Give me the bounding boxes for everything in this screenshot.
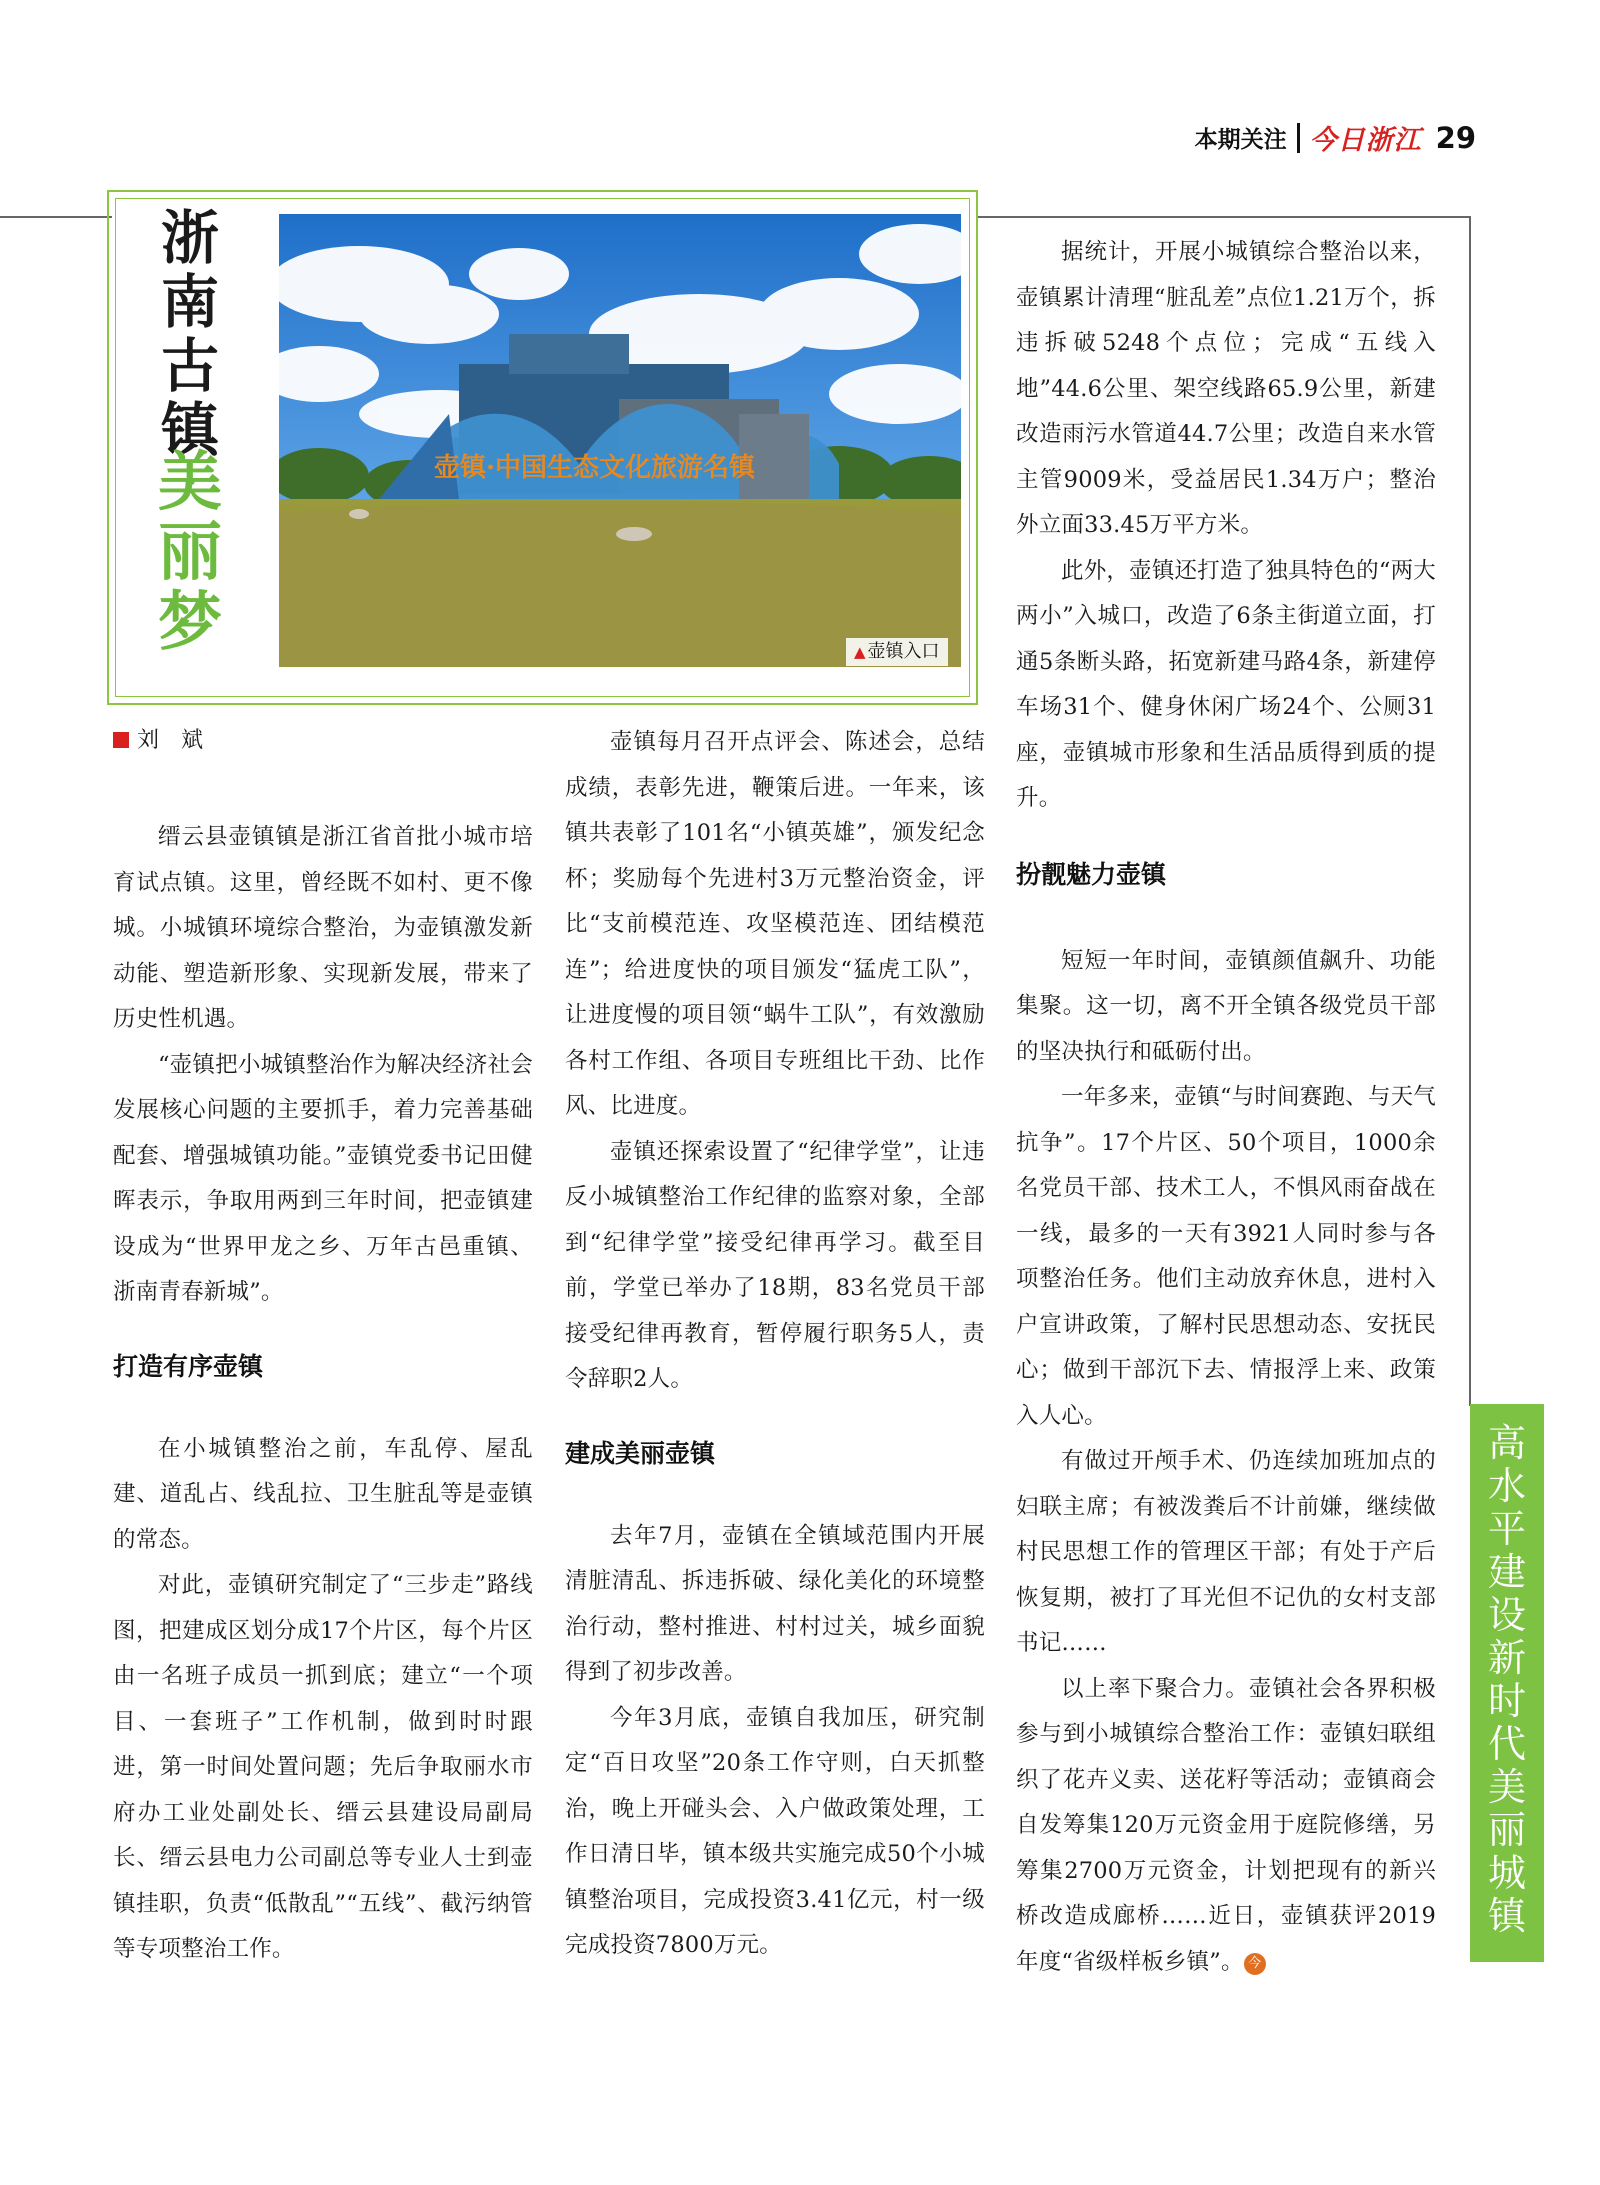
paragraph: 对此，壶镇研究制定了“三步走”路线图，把建成区划分成17个片区，每个片区由一名班子成员一抓到底；建立“一个项目、一套班子”工作机制，做到时时跟进，第一时间处置问题；先后争取丽水市府办工业处副处长、缙云县建设局副局长、缙云县电力公司副总等专业人士到壶镇挂职，负责“低散乱”“五线”、截污纳管等专项整治工作。: [113, 1572, 533, 1962]
section-heading: 扮靓魅力壶镇: [1016, 859, 1167, 889]
byline: [113, 722, 203, 760]
byline-marker-icon: [113, 732, 129, 748]
title-line-1: [150, 206, 230, 462]
author-name: 刘 斌: [137, 728, 204, 753]
paragraph: 有做过开颅手术、仍连续加班加点的妇联主席；有被泼粪后不计前嫌，继续做村民思想工作的管理区干部；有处于产后恢复期，被打了耳光但不记仇的女村支部书记……: [1016, 1448, 1436, 1656]
paragraph: 短短一年时间，壶镇颜值飙升、功能集聚。这一切，离不开全镇各级党员干部的坚决执行和砥砺付出。: [1016, 947, 1436, 1065]
paragraph: 壶镇还探索设置了“纪律学堂”，让违反小城镇整治工作纪律的监察对象，全部到“纪律学堂”接受纪律再学习。截至目前，学堂已举办了18期，83名党员干部接受纪律再教育，暂停履行职务5人，责令辞职2人。: [565, 1138, 985, 1392]
paragraph-last: [1016, 1667, 1436, 1986]
section-heading: 建成美丽壶镇: [565, 1438, 716, 1468]
title-char: 浙: [160, 204, 219, 272]
paragraph: 据统计，开展小城镇综合整治以来，壶镇累计清理“脏乱差”点位1.21万个，拆违拆破5248个点位；完成“五线入地”44.6公里、架空线路65.9公里，新建改造雨污水管道44.7公里；改造自来水管主管9009米，受益居民1.34万户；整治外立面33.45万平方米。: [1016, 239, 1436, 538]
banner-char: 高: [1487, 1421, 1526, 1465]
title-line-2: [150, 445, 230, 660]
paragraph: 在小城镇整治之前，车乱停、屋乱建、道乱占、线乱拉、卫生脏乱等是壶镇的常态。: [113, 1435, 533, 1553]
paragraph: 缙云县壶镇镇是浙江省首批小城市培育试点镇。这里，曾经既不如村、更不像城。小城镇环境综合整治，为壶镇激发新动能、塑造新形象、实现新发展，带来了历史性机遇。: [113, 824, 533, 1032]
banner-char: 镇: [1487, 1894, 1526, 1938]
town-entrance-photo: [279, 214, 961, 667]
banner-char: 平: [1487, 1507, 1526, 1551]
article-column-2: [565, 720, 985, 1969]
article-column-3: [1016, 230, 1436, 1985]
title-char: 美: [158, 445, 222, 520]
paragraph: 壶镇每月召开点评会、陈述会，总结成绩，表彰先进，鞭策后进。一年来，该镇共表彰了101名“小镇英雄”，颁发纪念杯；奖励每个先进村3万元整治资金，评比“支前模范连、攻坚模范连、团结模范连”；给进度快的项目颁发“猛虎工队”，让进度慢的项目领“蜗牛工队”，有效激励各村工作组、各项目专班组比干劲、比作风、比进度。: [565, 729, 985, 1119]
caption-triangle-icon: ▲: [854, 643, 866, 661]
page-header: [1195, 118, 1476, 157]
paragraph: 今年3月底，壶镇自我加压，研究制定“百日攻坚”20条工作守则，白天抓整治，晚上开碰头会、入户做政策处理，工作日清日毕，镇本级共实施完成50个小城镇整治项目，完成投资3.41亿元，村一级完成投资7800万元。: [565, 1704, 985, 1958]
page-number: 29: [1435, 120, 1476, 155]
paragraph: 此外，壶镇还打造了独具特色的“两大两小”入城口，改造了6条主街道立面，打通5条断头路，拓宽新建马路4条，新建停车场31个、健身休闲广场24个、公厕31座，壶镇城市形象和生活品质得到质的提升。: [1016, 557, 1436, 811]
paragraph: 一年多来，壶镇“与时间赛跑、与天气抗争”。17个片区、50个项目，1000余名党员干部、技术工人，不惧风雨奋战在一线，最多的一天有3921人同时参与各项整治任务。他们主动放弃休息，进村入户宣讲政策，了解村民思想动态、安抚民心；做到干部沉下去、情报浮上来、政策入人心。: [1016, 1084, 1436, 1429]
header-divider: [1297, 123, 1300, 153]
photo-caption: [846, 638, 948, 666]
paragraph-text: 以上率下聚合力。壶镇社会各界积极参与到小城镇综合整治工作：壶镇妇联组织了花卉义卖、送花籽等活动；壶镇商会自发筹集120万元资金用于庭院修缮，另筹集2700万元资金，计划把现有的新兴桥改造成廊桥……近日，壶镇获评2019年度“省级样板乡镇”。: [1016, 1675, 1436, 1975]
banner-char: 水: [1487, 1464, 1526, 1508]
magazine-logo: 今日浙江: [1309, 125, 1422, 156]
paragraph: 去年7月，壶镇在全镇域范围内开展清脏清乱、拆违拆破、绿化美化的环境整治行动，整村推进、村村过关，城乡面貌得到了初步改善。: [565, 1522, 985, 1685]
top-rule-left: [0, 216, 112, 218]
article-column-1: [113, 815, 533, 1973]
column-rule-right: [1469, 216, 1471, 1406]
title-char: 镇: [160, 396, 219, 464]
banner-char: 美: [1487, 1765, 1526, 1809]
title-char: 南: [160, 268, 219, 336]
gate-inscription: 壶镇·中国生态文化旅游名镇: [434, 453, 756, 483]
banner-char: 时: [1487, 1679, 1526, 1723]
side-banner: [1470, 1404, 1544, 1962]
section-heading: 打造有序壶镇: [113, 1351, 264, 1381]
title-char: 古: [160, 332, 219, 400]
banner-char: 新: [1487, 1636, 1526, 1680]
title-char: 梦: [158, 585, 222, 660]
top-rule-right: [978, 216, 1470, 218]
paragraph: “壶镇把小城镇整治作为解决经济社会发展核心问题的主要抓手，着力完善基础配套、增强城镇功能。”壶镇党委书记田健晖表示，争取用两到三年时间，把壶镇建设成为“世界甲龙之乡、万年古邑重镇、浙南青春新城”。: [113, 1051, 533, 1305]
banner-char: 丽: [1487, 1808, 1526, 1852]
section-label: 本期关注: [1194, 127, 1287, 153]
banner-char: 城: [1487, 1851, 1526, 1895]
banner-char: 建: [1487, 1550, 1526, 1594]
banner-char: 代: [1487, 1722, 1526, 1766]
title-char: 丽: [158, 515, 222, 590]
end-mark-icon: 今: [1244, 1953, 1266, 1975]
photo-caption-text: 壶镇入口: [867, 641, 940, 662]
banner-char: 设: [1487, 1593, 1526, 1637]
